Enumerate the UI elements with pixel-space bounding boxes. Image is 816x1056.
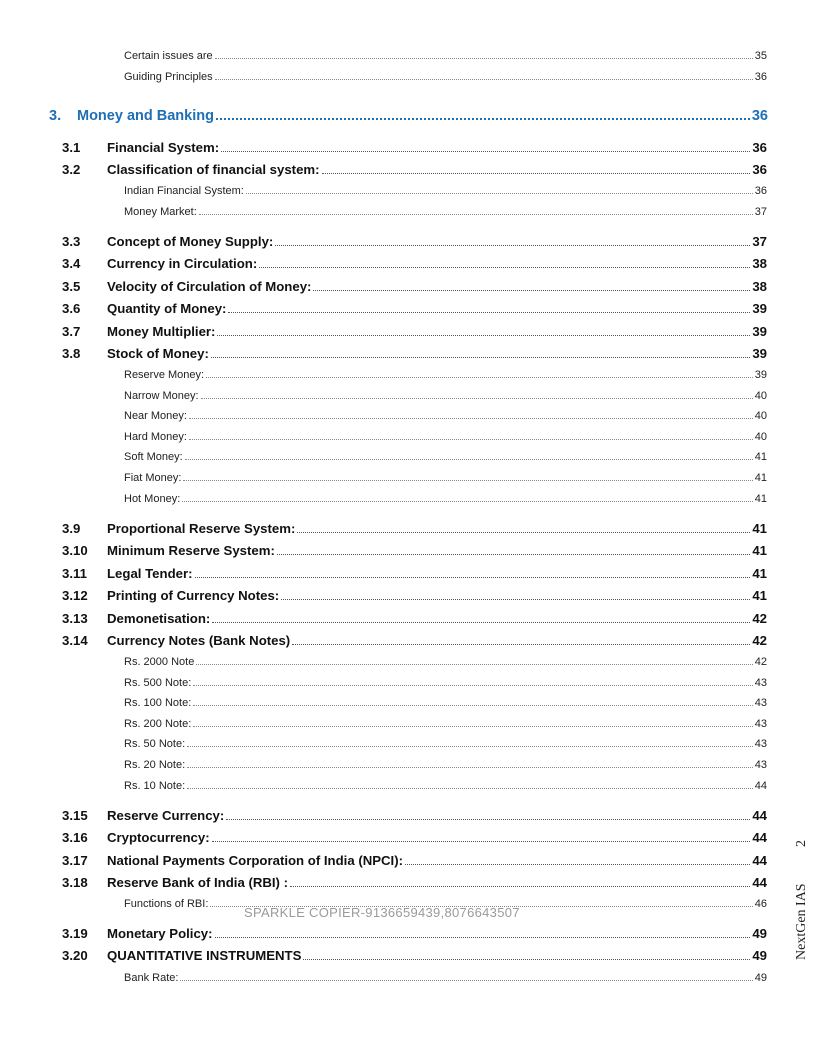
leader-dots <box>246 193 753 194</box>
toc-subentry-title: Rs. 100 Note: <box>124 697 192 709</box>
toc-subentry[interactable] <box>124 677 767 691</box>
leader-dots <box>226 819 750 820</box>
section-title: QUANTITATIVE INSTRUMENTS <box>107 948 302 963</box>
toc-section[interactable] <box>62 588 767 606</box>
toc-subentry[interactable] <box>124 493 767 507</box>
section-number: 3.12 <box>62 588 88 603</box>
leader-dots <box>281 599 750 600</box>
toc-page-number: 41 <box>752 543 767 558</box>
toc-subentry-title: Reserve Money: <box>124 369 205 381</box>
leader-dots <box>228 312 750 313</box>
toc-page-number: 40 <box>754 410 767 422</box>
section-number: 3.4 <box>62 256 81 271</box>
toc-page-number: 38 <box>752 279 767 294</box>
leader-dots <box>215 79 753 80</box>
section-number: 3.10 <box>62 543 88 558</box>
section-title: Proportional Reserve System: <box>107 521 296 536</box>
toc-page-number: 49 <box>752 926 767 941</box>
toc-page-number: 49 <box>754 972 767 984</box>
section-number: 3.19 <box>62 926 88 941</box>
toc-section[interactable] <box>62 279 767 297</box>
toc-subentry[interactable] <box>124 697 767 711</box>
section-title: Legal Tender: <box>107 566 193 581</box>
toc-section[interactable] <box>62 301 767 319</box>
leader-dots <box>313 290 750 291</box>
toc-section[interactable] <box>62 948 767 966</box>
leader-dots <box>215 937 751 938</box>
leader-dots <box>405 864 750 865</box>
leader-dots <box>216 118 750 120</box>
section-title: Reserve Currency: <box>107 808 225 823</box>
section-number: 3.7 <box>62 324 81 339</box>
toc-subentry-title: Bank Rate: <box>124 972 179 984</box>
toc-page-number: 43 <box>754 759 767 771</box>
section-number: 3.1 <box>62 140 81 155</box>
toc-subentry-title: Money Market: <box>124 206 197 218</box>
toc-chapter-heading[interactable] <box>49 108 768 128</box>
toc-subentry[interactable] <box>124 472 767 486</box>
toc-page-number: 41 <box>754 472 767 484</box>
toc-subentry-title: Certain issues are <box>124 50 213 62</box>
section-title: Demonetisation: <box>107 611 211 626</box>
toc-page-number: 49 <box>752 948 767 963</box>
page-number: 2 <box>794 840 809 847</box>
leader-dots <box>277 554 750 555</box>
toc-page-number: 36 <box>754 185 767 197</box>
page-footer-sidebar <box>792 840 812 960</box>
leader-dots <box>206 377 753 378</box>
toc-page-number: 43 <box>754 718 767 730</box>
section-title: Stock of Money: <box>107 346 209 361</box>
toc-subentry-title: Hard Money: <box>124 431 187 443</box>
toc-page-number: 39 <box>752 346 767 361</box>
toc-section[interactable] <box>62 633 767 651</box>
toc-subentry[interactable] <box>124 759 767 773</box>
chapter-page-number: 36 <box>751 108 768 124</box>
leader-dots <box>297 532 750 533</box>
toc-subentry-title: Rs. 2000 Note <box>124 656 195 668</box>
toc-page-number: 40 <box>754 390 767 402</box>
toc-section[interactable] <box>62 875 767 893</box>
toc-page-number: 43 <box>754 677 767 689</box>
toc-subentry[interactable] <box>124 780 767 794</box>
section-number: 3.16 <box>62 830 88 845</box>
toc-section[interactable] <box>62 611 767 629</box>
toc-page-number: 37 <box>754 206 767 218</box>
section-number: 3.15 <box>62 808 88 823</box>
section-title: Reserve Bank of India (RBI) : <box>107 875 288 890</box>
toc-page-number: 46 <box>754 898 767 910</box>
leader-dots <box>212 841 751 842</box>
toc-page-number: 44 <box>752 830 767 845</box>
section-title: Concept of Money Supply: <box>107 234 274 249</box>
toc-page-number: 41 <box>752 521 767 536</box>
toc-subentry-title: Narrow Money: <box>124 390 199 402</box>
section-number: 3.9 <box>62 521 81 536</box>
toc-section[interactable] <box>62 162 767 180</box>
toc-page-number: 42 <box>754 656 767 668</box>
toc-section[interactable] <box>62 926 767 944</box>
toc-page-number: 42 <box>752 611 767 626</box>
section-number: 3.5 <box>62 279 81 294</box>
section-title: Velocity of Circulation of Money: <box>107 279 312 294</box>
toc-subentry[interactable] <box>124 451 767 465</box>
section-number: 3.2 <box>62 162 81 177</box>
toc-subentry-title: Rs. 50 Note: <box>124 738 186 750</box>
section-title: Financial System: <box>107 140 220 155</box>
toc-page-number: 39 <box>752 324 767 339</box>
leader-dots <box>187 788 753 789</box>
toc-page-number: 36 <box>752 140 767 155</box>
toc-section[interactable] <box>62 324 767 342</box>
toc-page-number: 35 <box>754 50 767 62</box>
section-number: 3.13 <box>62 611 88 626</box>
section-title: Printing of Currency Notes: <box>107 588 280 603</box>
toc-section[interactable] <box>62 543 767 561</box>
toc-subentry[interactable] <box>124 972 767 986</box>
toc-subentry[interactable] <box>124 71 767 85</box>
toc-section[interactable] <box>62 830 767 848</box>
toc-subentry[interactable] <box>124 185 767 199</box>
section-title: Money Multiplier: <box>107 324 216 339</box>
section-title: Currency Notes (Bank Notes) <box>107 633 291 648</box>
section-number: 3.20 <box>62 948 88 963</box>
toc-section[interactable] <box>62 234 767 252</box>
section-number: 3.14 <box>62 633 88 648</box>
toc-page-number: 44 <box>752 875 767 890</box>
leader-dots <box>292 644 750 645</box>
leader-dots <box>215 58 753 59</box>
toc-page-number: 41 <box>754 493 767 505</box>
leader-dots <box>180 980 752 981</box>
leader-dots <box>196 664 752 665</box>
toc-subentry-title: Guiding Principles <box>124 71 213 83</box>
toc-subentry-title: Indian Financial System: <box>124 185 244 197</box>
toc-subentry[interactable] <box>124 50 767 64</box>
leader-dots <box>217 335 750 336</box>
toc-subentry[interactable] <box>124 431 767 445</box>
toc-page-number: 39 <box>754 369 767 381</box>
leader-dots <box>189 439 753 440</box>
toc-subentry-title: Soft Money: <box>124 451 183 463</box>
toc-page-number: 41 <box>752 588 767 603</box>
toc-page-number: 37 <box>752 234 767 249</box>
leader-dots <box>201 398 753 399</box>
toc-page-number: 41 <box>754 451 767 463</box>
leader-dots <box>183 480 752 481</box>
toc-subentry-title: Near Money: <box>124 410 187 422</box>
section-number: 3.6 <box>62 301 81 316</box>
toc-subentry[interactable] <box>124 390 767 404</box>
toc-page-number: 42 <box>752 633 767 648</box>
watermark-text: SPARKLE COPIER-9136659439,8076643507 <box>244 905 520 920</box>
toc-subentry[interactable] <box>124 410 767 424</box>
leader-dots <box>322 173 751 174</box>
toc-page-number: 44 <box>754 780 767 792</box>
leader-dots <box>199 214 753 215</box>
toc-subentry-title: Rs. 20 Note: <box>124 759 186 771</box>
toc-subentry-title: Rs. 500 Note: <box>124 677 192 689</box>
section-title: Cryptocurrency: <box>107 830 210 845</box>
leader-dots <box>182 501 753 502</box>
toc-page-number: 38 <box>752 256 767 271</box>
leader-dots <box>211 357 750 358</box>
section-title: Quantity of Money: <box>107 301 227 316</box>
toc-page-number: 36 <box>754 71 767 83</box>
toc-subentry-title: Hot Money: <box>124 493 181 505</box>
toc-page-number: 43 <box>754 738 767 750</box>
toc-subentry-title: Rs. 200 Note: <box>124 718 192 730</box>
toc-subentry[interactable] <box>124 369 767 383</box>
leader-dots <box>185 459 753 460</box>
toc-subentry[interactable] <box>124 718 767 732</box>
toc-section[interactable] <box>62 808 767 826</box>
toc-section[interactable] <box>62 256 767 274</box>
leader-dots <box>195 577 751 578</box>
toc-section[interactable] <box>62 566 767 584</box>
leader-dots <box>187 767 753 768</box>
chapter-number: 3. <box>49 108 62 124</box>
toc-page-number: 44 <box>752 808 767 823</box>
section-number: 3.18 <box>62 875 88 890</box>
section-number: 3.8 <box>62 346 81 361</box>
leader-dots <box>303 959 750 960</box>
leader-dots <box>290 886 750 887</box>
toc-page-number: 40 <box>754 431 767 443</box>
toc-subentry-title: Rs. 10 Note: <box>124 780 186 792</box>
toc-section[interactable] <box>62 140 767 158</box>
brand-name: NextGen IAS <box>794 883 809 960</box>
toc-page-number: 36 <box>752 162 767 177</box>
leader-dots <box>193 705 752 706</box>
leader-dots <box>212 622 750 623</box>
section-title: National Payments Corporation of India (NPCI): <box>107 853 404 868</box>
toc-subentry[interactable] <box>124 206 767 220</box>
section-title: Minimum Reserve System: <box>107 543 275 558</box>
leader-dots <box>187 746 753 747</box>
leader-dots <box>259 267 750 268</box>
toc-subentry[interactable] <box>124 738 767 752</box>
toc-section[interactable] <box>62 521 767 539</box>
toc-page-number: 39 <box>752 301 767 316</box>
leader-dots <box>221 151 750 152</box>
leader-dots <box>193 685 752 686</box>
section-title: Classification of financial system: <box>107 162 320 177</box>
leader-dots <box>193 726 752 727</box>
leader-dots <box>275 245 750 246</box>
toc-page-number: 43 <box>754 697 767 709</box>
toc-page-number: 44 <box>752 853 767 868</box>
section-number: 3.11 <box>62 566 87 581</box>
section-title: Monetary Policy: <box>107 926 213 941</box>
leader-dots <box>189 418 753 419</box>
toc-subentry-title: Functions of RBI: <box>124 898 209 910</box>
section-number: 3.3 <box>62 234 81 249</box>
toc-section[interactable] <box>62 853 767 871</box>
section-number: 3.17 <box>62 853 88 868</box>
toc-page-number: 41 <box>752 566 767 581</box>
section-title: Currency in Circulation: <box>107 256 258 271</box>
toc-subentry-title: Fiat Money: <box>124 472 182 484</box>
chapter-title: Money and Banking <box>77 108 214 124</box>
toc-section[interactable] <box>62 346 767 364</box>
toc-subentry[interactable] <box>124 656 767 670</box>
